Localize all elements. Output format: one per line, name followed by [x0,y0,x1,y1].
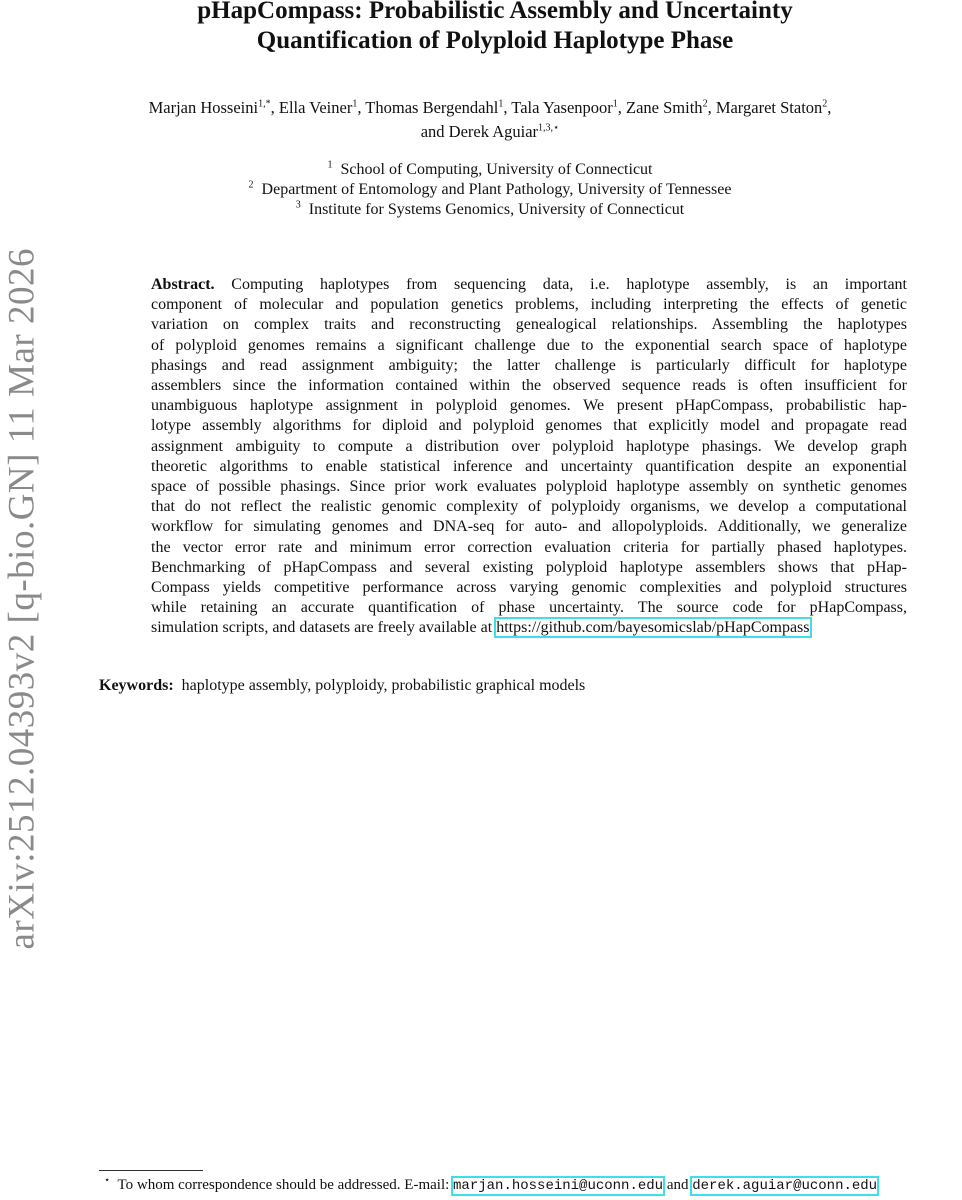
footnote-rule [99,1170,203,1171]
title-line: pHapCompass: Probabilistic Assembly and Uncertainty [197,0,793,24]
abstract-label: Abstract. [151,276,215,293]
abstract-line: component of molecular and population genetics problems, including interpreting the effects of genetic [151,296,907,314]
author: and Derek Aguiar$^{1,3,⋆}$ [420,122,560,141]
abstract-line: theoretic algorithms to enable statistical inference and uncertainty quantification despite an exponential [151,457,907,475]
author-line [90,120,890,144]
abstract-line: simulation scripts, and datasets are freely available at https://github.com/bayesomicslab/pHapCompass [151,619,810,637]
author: Thomas Bergendahl$^1$, [365,98,512,117]
abstract [151,275,907,639]
abstract-line: phasings and read assignment ambiguity; the latter challenge is particularly difficult for haplotype [151,356,907,374]
author: Marjan Hosseini$^{1,*}$, [148,98,279,117]
footnote: ⋆ To whom correspondence should be addressed. E-mail: marjan.hosseini@uconn.edu and derek.aguiar@uconn.edu [104,1175,878,1194]
abstract-line: Benchmarking of pHapCompass and several existing polyploid haplotype assemblers shows that pHap- [151,558,907,576]
keywords: Keywords: haplotype assembly, polyploidy, probabilistic graphical models [99,677,586,694]
affiliation: $^1$ School of Computing, University of Connecticut [327,159,653,178]
abstract-line: assignment ambiguity to compute a distribution over polyploid haplotype phasings. We develop graph [151,437,907,455]
abstract-line: assemblers since the information contained within the observed sequence reads is often insufficient for [151,377,907,395]
abstract-line: while retaining an accurate quantification of phase uncertainty. The source code for pHapCompass, [151,599,907,617]
author: Ella Veiner$^1$, [278,98,366,117]
author-line [90,96,890,120]
abstract-line: of polyploid genomes remains a significant challenge due to the exponential search space of haplotype [151,336,907,354]
author: Tala Yasenpoor$^1$, [511,98,627,117]
author: Zane Smith$^2$, [626,98,716,117]
email-link[interactable]: marjan.hosseini@uconn.edu [453,1178,664,1194]
abstract-line: that do not reflect the realistic genomic complexity of polyploidy organisms, we develop a computational [151,498,907,516]
title-line: Quantification of Polyploid Haplotype Phase [256,27,734,54]
abstract-line: unambiguous haplotype assignment in polyploid genomes. We present pHapCompass, probabilistic hap- [151,397,907,415]
code-link[interactable]: https://github.com/bayesomicslab/pHapCompass [496,619,810,637]
abstract-line: variation on complex traits and reconstructing genealogical relationships. Assembling the haplotypes [151,316,907,334]
abstract-line: space of possible phasings. Since prior work evaluates polyploid haplotype assembly on synthetic genomes [151,478,907,496]
author-list [90,96,890,144]
author: Margaret Staton$^2$, [715,98,832,117]
abstract-line: the vector error rate and minimum error correction evaluation criteria for partially phased haplotypes. [151,538,907,556]
affiliations [90,160,890,220]
abstract-line: lotype assembly algorithms for diploid and polyploid genomes that explicitly model and propagate read [151,417,907,435]
affiliation: $^2$ Department of Entomology and Plant Pathology, University of Tennessee [248,179,732,198]
abstract-line: Compass yields competitive performance across varying genomic complexities and polyploid structures [151,579,907,597]
abstract-line: Abstract. Computing haplotypes from sequencing data, i.e. haplotype assembly, is an important [151,276,907,293]
arxiv-stamp: arXiv:2512.04393v2 [q-bio.GN] 11 Mar 2026 [1,248,43,950]
paper-title [100,0,890,56]
abstract-line: workflow for simulating genomes and DNA-seq for auto- and allopolyploids. Additionally, we generalize [151,518,907,536]
affiliation: $^3$ Institute for Systems Genomics, University of Connecticut [295,199,685,218]
email-link[interactable]: derek.aguiar@uconn.edu [692,1178,878,1194]
